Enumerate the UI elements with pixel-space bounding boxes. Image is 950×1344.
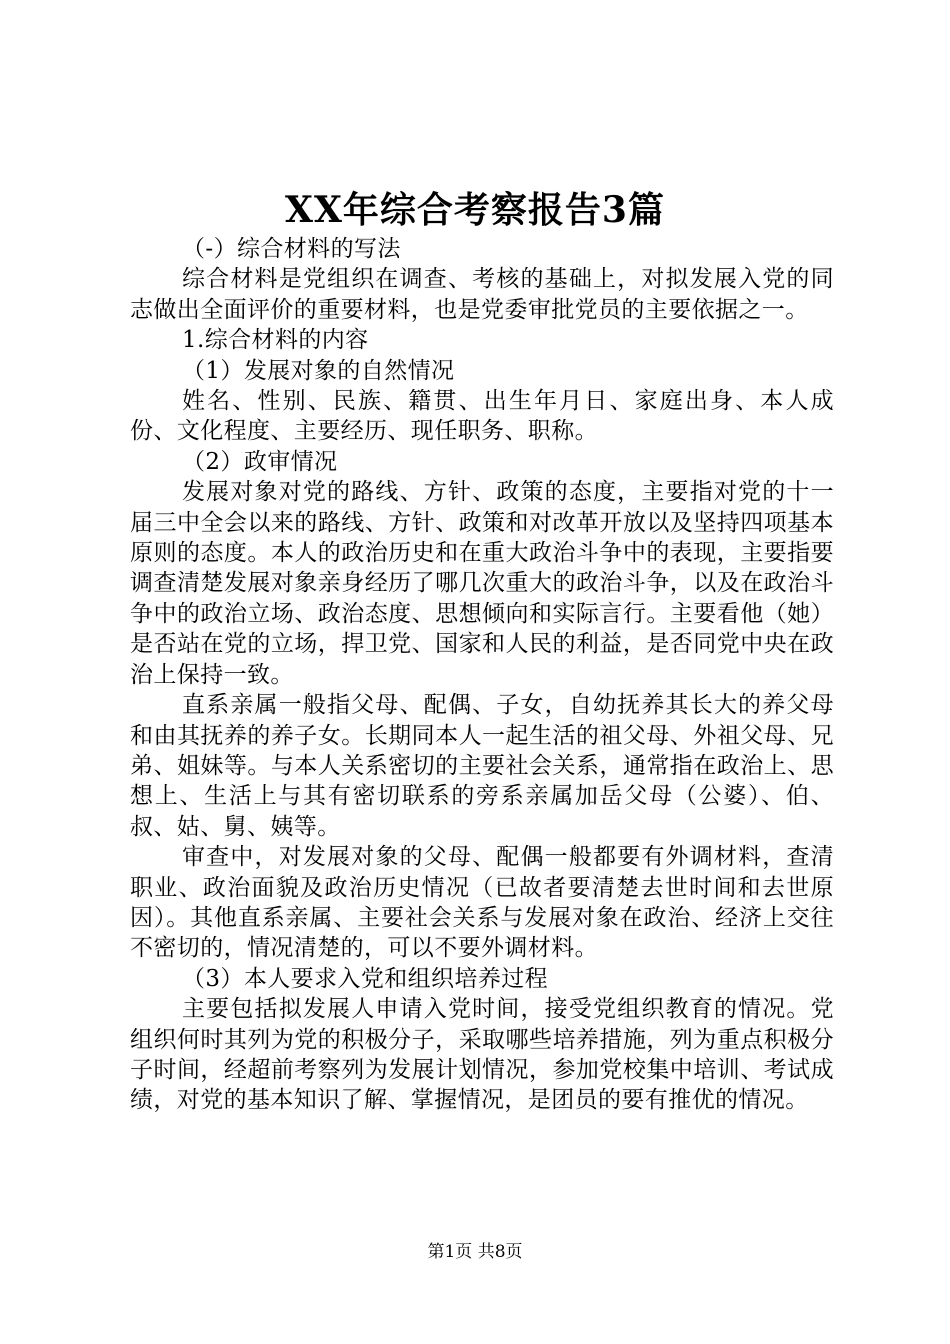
subsection-heading: （3）本人要求入党和组织培养过程 (182, 965, 549, 992)
subsection-heading: （2）政审情况 (182, 448, 338, 475)
section-heading: （-）综合材料的写法 (182, 236, 401, 262)
section-heading: 1.综合材料的内容 (182, 327, 369, 354)
body-paragraph: 发展对象对党的路线、方针、政策的态度，主要指对党的十一届三中全会以来的路线、方针、政策和对改革开放以及坚持四项基本原则的态度。本人的政治历史和在重大政治斗争中的表现，主要指要调查清楚发展对象亲身经历了哪几次重大的政治斗争，以及在政治斗争中的政治立场、政治态度、思想倾向和实际言行。主要看他（她）是否站在党的立场，捍卫党、国家和人民的利益，是否同党中央在政治上保持一致。 (130, 479, 834, 688)
body-paragraph: 直系亲属一般指父母、配偶、子女，自幼抚养其长大的养父母和由其抚养的养子女。长期同本人一起生活的祖父母、外祖父母、兄弟、姐妹等。与本人关系密切的主要社会关系，通常指在政治上、思想上、生活上与其有密切联系的旁系亲属加岳父母（公婆）、伯、叔、姑、舅、姨等。 (130, 692, 834, 840)
body-paragraph: 姓名、性别、民族、籍贯、出生年月日、家庭出身、本人成份、文化程度、主要经历、现任职务、职称。 (130, 388, 834, 445)
body-paragraph: 主要包括拟发展人申请入党时间，接受党组织教育的情况。党组织何时其列为党的积极分子，采取哪些培养措施，列为重点积极分子时间，经超前考察列为发展计划情况，参加党校集中培训、考试成绩，对党的基本知识了解、掌握情况，是团员的要有推优的情况。 (130, 996, 834, 1114)
subsection-heading: （1）发展对象的自然情况 (182, 357, 455, 384)
document-title: XX年综合考察报告3篇 (285, 189, 665, 231)
document-body (130, 234, 834, 1116)
page-footer: 第1页 共8页 (427, 1242, 523, 1262)
body-paragraph: 综合材料是党组织在调查、考核的基础上，对拟发展入党的同志做出全面评价的重要材料，也是党委审批党员的主要依据之一。 (130, 266, 834, 323)
body-paragraph: 审查中，对发展对象的父母、配偶一般都要有外调材料，查清职业、政治面貌及政治历史情况（已故者要清楚去世时间和去世原因）。其他直系亲属、主要社会关系与发展对象在政治、经济上交往不密切的，情况清楚的，可以不要外调材料。 (130, 844, 834, 962)
